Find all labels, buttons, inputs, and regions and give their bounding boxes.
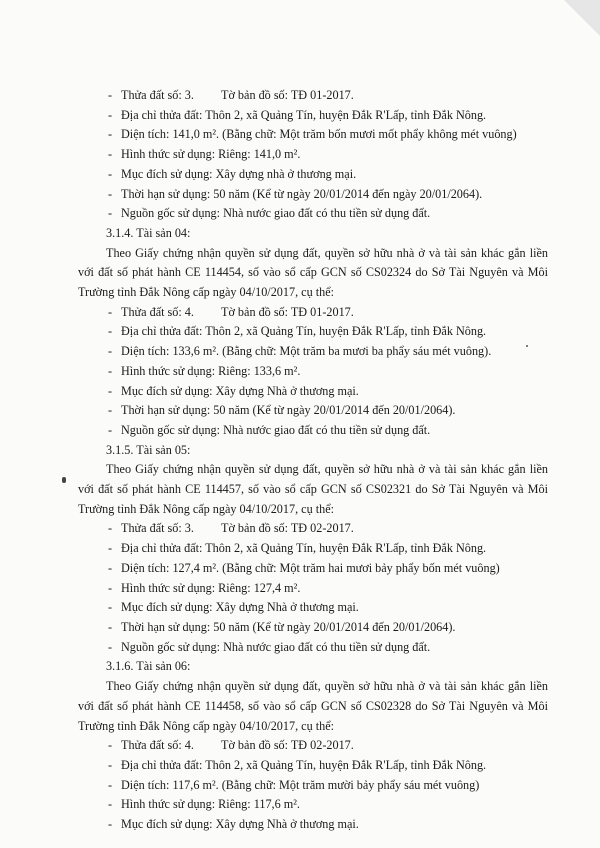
s6-purpose: - Mục đích sử dụng: Xây dựng Nhà ở thương mại.: [78, 815, 548, 835]
s5-origin: - Nguồn gốc sử dụng: Nhà nước giao đất có thu tiền sử dụng đất.: [78, 638, 548, 658]
s4-usage-form: - Hình thức sử dụng: Riêng: 133,6 m².: [78, 362, 548, 382]
s5-intro: Theo Giấy chứng nhận quyền sử dụng đất, quyền sở hữu nhà ở và tài sản khác gắn liền với đất số phát hành CE 114457, số vào sổ cấp GCN số CS02321 do Sở Tài Nguyên và Môi Trường tỉnh Đắk Nông cấp ngày 04/10/2017, cụ thể:: [78, 462, 548, 516]
s3-address: - Địa chỉ thửa đất: Thôn 2, xã Quảng Tín, huyện Đắk R'Lấp, tỉnh Đắk Nông.: [78, 106, 548, 126]
s6-heading: 3.1.6. Tài sản 06:: [106, 659, 191, 674]
s6-intro: Theo Giấy chứng nhận quyền sử dụng đất, quyền sở hữu nhà ở và tài sản khác gắn liền với đất số phát hành CE 114458, số vào sổ cấp GCN số CS02328 do Sở Tài Nguyên và Môi Trường tỉnh Đắk Nông cấp ngày 04/10/2017, cụ thể:: [78, 679, 548, 733]
s3-origin: - Nguồn gốc sử dụng: Nhà nước giao đất có thu tiền sử dụng đất.: [78, 204, 548, 224]
s5-heading: 3.1.5. Tài sản 05:: [106, 442, 191, 457]
s6-area: - Diện tích: 117,6 m². (Bằng chữ: Một trăm mười bảy phẩy sáu mét vuông): [78, 776, 548, 796]
s5-parcel: - Thửa đất số: 3. Tờ bản đồ số: TĐ 02-2017.: [78, 519, 548, 539]
document-body: [78, 86, 548, 835]
s4-area: - Diện tích: 133,6 m². (Bằng chữ: Một trăm ba mươi ba phẩy sáu mét vuông).: [78, 342, 548, 362]
s5-address: - Địa chỉ thửa đất: Thôn 2, xã Quảng Tín, huyện Đắk R'Lấp, tỉnh Đắk Nông.: [78, 539, 548, 559]
s3-parcel: - Thửa đất số: 3. Tờ bản đồ số: TĐ 01-2017.: [78, 86, 548, 106]
s4-purpose: - Mục đích sử dụng: Xây dựng Nhà ở thương mại.: [78, 382, 548, 402]
s3-purpose: - Mục đích sử dụng: Xây dựng nhà ở thương mại.: [78, 165, 548, 185]
s4-term: - Thời hạn sử dụng: 50 năm (Kể từ ngày 20/01/2014 đến 20/01/2064).: [78, 401, 548, 421]
s6-address: - Địa chỉ thửa đất: Thôn 2, xã Quảng Tín, huyện Đắk R'Lấp, tỉnh Đắk Nông.: [78, 756, 548, 776]
s5-area: - Diện tích: 127,4 m². (Bằng chữ: Một trăm hai mươi bảy phẩy bốn mét vuông): [78, 559, 548, 579]
scan-speck: [62, 477, 66, 483]
s5-purpose: - Mục đích sử dụng: Xây dựng Nhà ở thương mại.: [78, 598, 548, 618]
folded-corner: [564, 0, 600, 36]
s4-origin: - Nguồn gốc sử dụng: Nhà nước giao đất có thu tiền sử dụng đất.: [78, 421, 548, 441]
s5-term: - Thời hạn sử dụng: 50 năm (Kể từ ngày 20/01/2014 đến 20/01/2064).: [78, 618, 548, 638]
s4-parcel: - Thửa đất số: 4. Tờ bản đồ số: TĐ 01-2017.: [78, 303, 548, 323]
s3-area: - Diện tích: 141,0 m². (Bằng chữ: Một trăm bốn mươi mốt phẩy không mét vuông): [78, 125, 548, 145]
s6-parcel: - Thửa đất số: 4. Tờ bản đồ số: TĐ 02-2017.: [78, 736, 548, 756]
s6-usage-form: - Hình thức sử dụng: Riêng: 117,6 m².: [78, 795, 548, 815]
s5-usage-form: - Hình thức sử dụng: Riêng: 127,4 m².: [78, 579, 548, 599]
s4-heading: 3.1.4. Tài sản 04:: [106, 225, 191, 240]
s3-term: - Thời hạn sử dụng: 50 năm (Kể từ ngày 20/01/2014 đến ngày 20/01/2064).: [78, 185, 548, 205]
s4-address: - Địa chỉ thửa đất: Thôn 2, xã Quảng Tín, huyện Đắk R'Lấp, tỉnh Đắk Nông.: [78, 322, 548, 342]
s4-intro: Theo Giấy chứng nhận quyền sử dụng đất, quyền sở hữu nhà ở và tài sản khác gắn liền với đất số phát hành CE 114454, số vào sổ cấp GCN số CS02324 do Sở Tài Nguyên và Môi Trường tỉnh Đắk Nông cấp ngày 04/10/2017, cụ thể:: [78, 245, 548, 300]
s3-usage-form: - Hình thức sử dụng: Riêng: 141,0 m².: [78, 145, 548, 165]
